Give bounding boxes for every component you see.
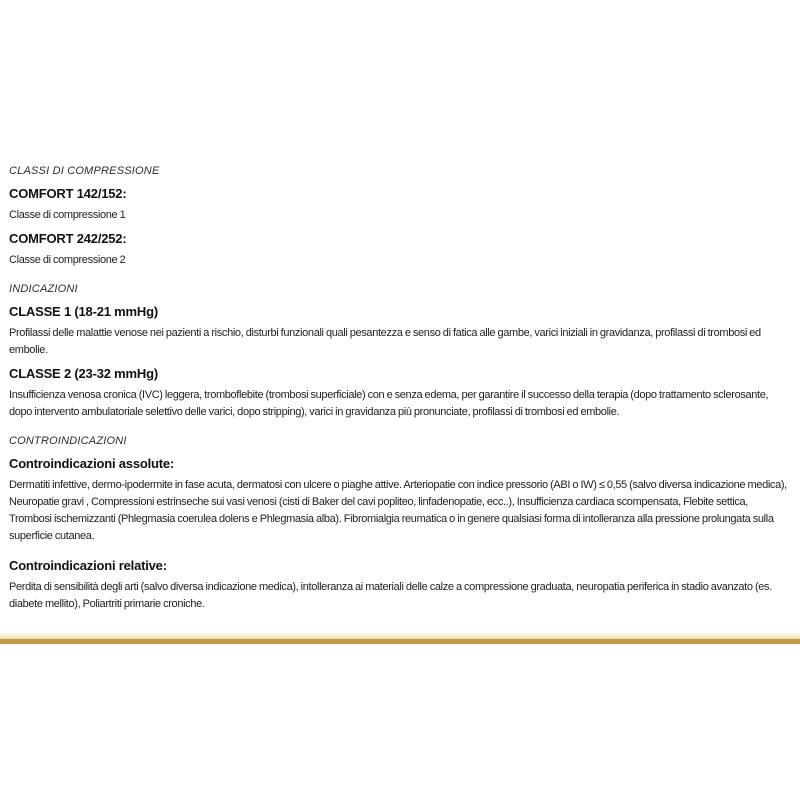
contraindication-body: Dermatiti infettive, dermo-ipodermite in fase acuta, dermatosi con ulcere o piaghe attive. Arteriopatie con indice pressorio (ABI o IW) ≤ 0,55 (salvo diversa indicazione medica), Neuropatie gravi , Compressioni estrinseche sui vasi venosi (cisti di Baker del cavi popliteo, linfadenopatie, ecc..), Insufficienza cardiaca scompensata, Flebite settica, Trombosi ischemizzanti (Phlegmasia coerulea dolens e Phlegmasia alba). Fibromialgia reumatica o in genere qualsiasi forma di intolleranza alla pressione prolungata sulla superficie cutanea. bbox=[9, 479, 787, 542]
product-class-body: Classe di compressione 1 bbox=[9, 209, 126, 221]
contraindication-body: Perdita di sensibilità degli arti (salvo diversa indicazione medica), intolleranza ai materiali delle calze a compressione graduata, neuropatia periferica in stadio avanzato (es. diabete mellito), Poliartriti primarie croniche. bbox=[9, 581, 772, 610]
section-label: CLASSI DI COMPRESSIONE bbox=[9, 165, 160, 177]
section-compression-classes bbox=[9, 165, 790, 269]
indication-class-body: Insufficienza venosa cronica (IVC) leggera, tromboflebite (trombosi superficiale) con e senza edema, per garantire il successo della terapia (dopo trattamento sclerosante, dopo intervento ambulatoriale selettivo delle varici, dopo stripping), varici in gravidanza più pronunciate, profilassi di trombosi ed embolie. bbox=[9, 389, 769, 418]
section-contraindications bbox=[9, 435, 790, 613]
contraindication-heading: Controindicazioni relative: bbox=[9, 558, 167, 573]
indication-class-heading: CLASSE 2 (23-32 mmHg) bbox=[9, 366, 158, 381]
product-class-heading: COMFORT 142/152: bbox=[9, 186, 127, 201]
indication-class-body: Profilassi delle malattie venose nei pazienti a rischio, disturbi funzionali quali pesantezza e senso di fatica alle gambe, varici iniziali in gravidanza, profilassi di trombosi ed embolie. bbox=[9, 327, 761, 356]
product-class-heading: COMFORT 242/252: bbox=[9, 231, 127, 246]
section-label: INDICAZIONI bbox=[9, 283, 78, 295]
document-content bbox=[9, 165, 790, 627]
section-label: CONTROINDICAZIONI bbox=[9, 435, 127, 447]
footer-accent-bar bbox=[0, 639, 800, 644]
indication-class-heading: CLASSE 1 (18-21 mmHg) bbox=[9, 304, 158, 319]
section-indications bbox=[9, 283, 790, 421]
product-class-body: Classe di compressione 2 bbox=[9, 254, 126, 266]
contraindication-heading: Controindicazioni assolute: bbox=[9, 456, 175, 471]
footer-accent-glow bbox=[0, 632, 800, 639]
